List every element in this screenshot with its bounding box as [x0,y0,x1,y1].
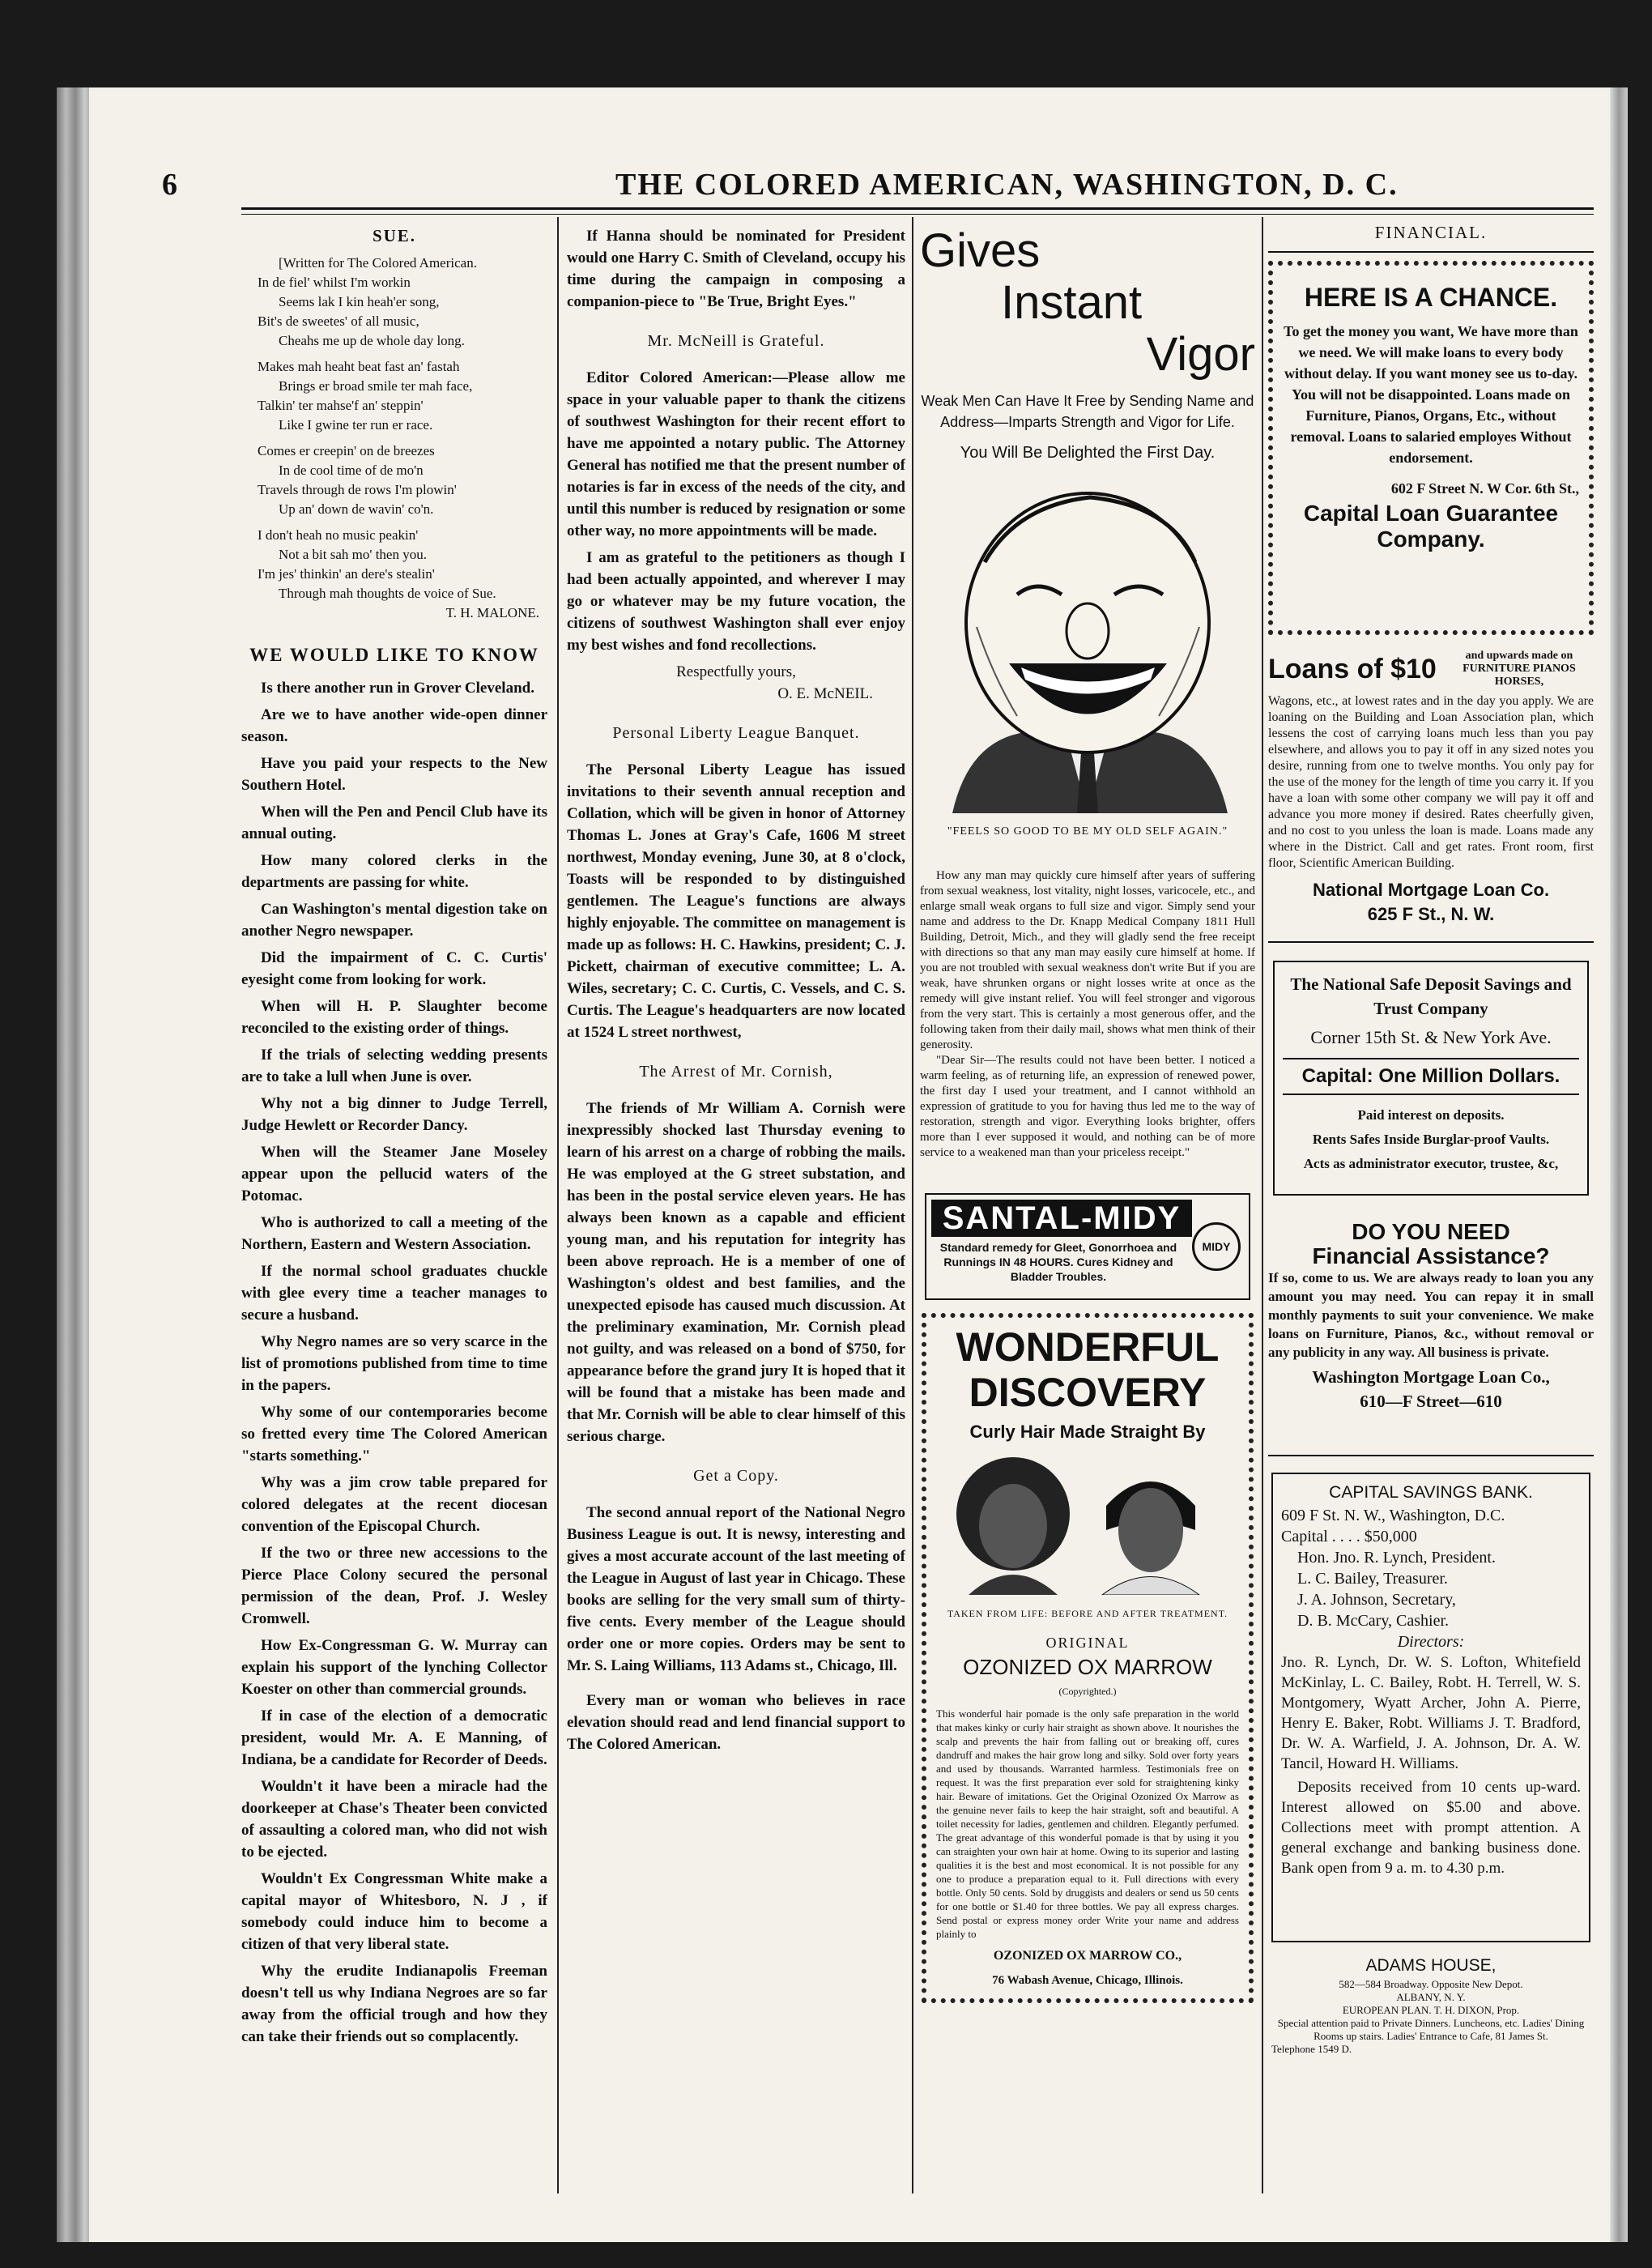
safe-name: The National Safe Deposit Savings and Trust Company [1290,974,1572,1018]
copyright-label: (Copyrighted.) [1058,1686,1117,1697]
bank-title: CAPITAL SAVINGS BANK. [1329,1483,1533,1502]
poem-line: Up an' down de wavin' co'n. [279,501,434,517]
loans-body: Wagons, etc., at lowest rates and in the day you apply. We are loaning on the Building and Loan Association plan, which lessens the cost of carrying loans much less than you pay elsewhere, and allows you to pay it off in any sized notes you desire, running from one to twelve months. You only pay for the use of the money for the length of time you carry it. If you have a loan with some other company we will pay it off and advance you more money if desired. Rates cheerfully given, and no cost to you unless the loan is made. Loans made any where in the District. Call and get rates. Front room, first floor, Scientific American Building. [1268,694,1594,870]
wwltk-item: Are we to have another wide-open dinner season. [241,706,547,745]
bank-officer: D. B. McCary, Cashier. [1297,1612,1450,1630]
copy-heading: Get a Copy. [693,1467,779,1485]
poem-credit: [Written for The Colored American. [279,255,477,271]
wwltk-item: If the normal school graduates chuckle with glee every time a teacher manages to secure a husband. [241,1263,547,1324]
loans-address: 625 F St., N. W. [1367,904,1495,924]
wonder-address: 76 Wabash Avenue, Chicago, Illinois. [992,1974,1183,1987]
wonderful-title: WONDERFUL [956,1324,1220,1370]
vigor-line-1: Gives [920,225,1041,277]
poem [241,254,547,623]
vigor-line-2: Instant [1001,276,1143,329]
bank-officer: L. C. Bailey, Treasurer. [1297,1570,1448,1588]
hanna-item: If Hanna should be nominated for President would one Harry C. Smith of Cleveland, occupy his time during the campaign in composing a companion-piece to "Be True, Bright Eyes." [567,228,905,310]
poem-line: In de cool time of de mo'n [279,463,424,478]
wonder-caption: TAKEN FROM LIFE: BEFORE AND AFTER TREATMENT. [947,1608,1228,1619]
wwltk-item: Why some of our contemporaries become so fretted every time The Colored American "starts something." [241,1404,547,1464]
copy-paragraph: The second annual report of the National Negro Business League is out. It is newsy, interesting and gives a most accurate account of the last meeting of the League in August of last year in Chicago. These books are selling for the very small sum of thirty-five cents. Every member of the League should order one or more copies. Orders may be sent to Mr. S. Laing Williams, 113 Adams st., Chicago, Ill. [567,1504,905,1674]
bank-address: 609 F St. N. W., Washington, D.C. [1281,1507,1505,1524]
wonder-subhead: Curly Hair Made Straight By [969,1422,1206,1442]
need-company: Washington Mortgage Loan Co., [1312,1367,1550,1387]
poem-line: In de fiel' whilst I'm workin [258,275,411,290]
poem-line: I'm jes' thinkin' an dere's stealin' [258,566,435,582]
vigor-letter: "Dear Sir—The results could not have been better. I noticed a warm feeling, as of returning life, an expression of renewed power, the first day I used your treatment, and I cannot withhold an expression of gratitude to you for having thus led me to the way of restoration, strength and vigor. Everything looks brighter, offers more than I ever supposed it would, and nothing can be of more service to a weakened man than your priceless receipt." [920,1054,1255,1159]
poem-line: Cheahs me up de whole day long. [279,333,465,348]
masthead: THE COLORED AMERICAN, WASHINGTON, D. C. [615,168,1399,202]
mcneill-heading: Mr. McNeill is Grateful. [647,332,825,350]
poem-author: T. H. MALONE. [445,605,539,620]
chance-title: HERE IS A CHANCE. [1304,283,1558,312]
before-after-illustration [936,1449,1228,1595]
column-1 [241,225,547,2202]
need-address: 610—F Street—610 [1360,1392,1502,1411]
wwltk-item: If in case of the election of a democratic president, would Mr. A. E Manning, of Indiana, be a candidate for Recorder of Deeds. [241,1707,547,1768]
poem-line: Talkin' ter mahse'f an' steppin' [258,398,424,413]
capital-savings-bank-ad [1271,1473,1590,1942]
wwltk-item: Is there another run in Grover Cleveland. [261,680,534,697]
poem-title: SUE. [372,226,417,245]
vigor-caption: "FEELS SO GOOD TO BE MY OLD SELF AGAIN." [947,825,1228,838]
bank-officer: Hon. Jno. R. Lynch, President. [1297,1549,1496,1567]
capital-loan-ad [1268,261,1594,635]
bank-officer: J. A. Johnson, Secretary, [1297,1591,1456,1609]
wwltk-item: If the two or three new accessions to the Pierce Place Colony secured the personal permission of the dean, Prof. J. Wesley Cromwell. [241,1545,547,1627]
need-body: If so, come to us. We are always ready to loan you any amount you may need. You can repay it in small monthly payments to suit your convenience. We make loans on Furniture, Pianos, &c., without removal or any publicity in any way. All business is private. [1268,1270,1594,1360]
poem-line: Through mah thoughts de voice of Sue. [279,586,496,601]
poem-line: Seems lak I kin heah'er song, [279,294,440,309]
poem-lines [258,273,547,603]
page-number: 6 [162,168,177,202]
wwltk-item: Why the erudite Indianapolis Freeman doesn't tell us why Indiana Negroes are so far away from the official trough and how they can take their friends out so complacently. [241,1963,547,2045]
vigor-line-3: Vigor [1146,328,1255,381]
column-divider [912,217,913,2193]
poem-line: I don't heah no music peakin' [258,527,419,543]
santal-midy-badge: MIDY [1192,1222,1241,1271]
loans-title: Loans of $10 [1268,654,1437,684]
column-3 [920,225,1255,2202]
vigor-delighted: You Will Be Delighted the First Day. [960,444,1216,462]
poem-line: Bit's de sweetes' of all music, [258,313,419,329]
adams-house-ad [1271,1954,1590,2067]
safe-capital: Capital: One Million Dollars. [1283,1058,1579,1095]
safe-location: Corner 15th St. & New York Ave. [1310,1027,1552,1047]
adams-title: ADAMS HOUSE, [1365,1956,1497,1975]
wwltk-list [241,677,547,2048]
discovery-title: DISCOVERY [969,1370,1207,1415]
santal-midy-text: Standard remedy for Gleet, Gonorrhoea and Runnings IN 48 HOURS. Cures Kidney and Bladder Troubles. [939,1241,1177,1283]
chance-company: Capital Loan Guarantee Company. [1303,501,1559,552]
poem-line: Travels through de rows I'm plowin' [258,482,457,497]
adams-line: Special attention paid to Private Dinners. Luncheons, etc. Ladies' Dining Rooms up stairs. Ladies' Entrance to Cafe, 81 James St. [1277,2017,1585,2042]
safe-interest: Paid interest on deposits. [1357,1107,1505,1123]
bank-directors-label: Directors: [1397,1633,1465,1651]
vigor-body: How any man may quickly cure himself after years of suffering from sexual weakness, lost vitality, night losses, varicocele, etc., and enlarge small weak organs to full size and vigor. Simply send your name and address to the Dr. Knapp Medical Company 1811 Hull Building, Detroit, Mich., and they will gladly send the free receipt with directions so that any man may easily cure himself at home. If you are not troubled with sexual weakness don't write But if you are weak, have shrunken organs or night losses write at once as the remedy will give instant relief. You will feel stronger and vigorous from the very start. This is certainly a most generous offer, and the following taken from their daily mail, shows what men think of their generosity. [920,869,1255,1051]
safe-vaults: Rents Safes Inside Burglar-proof Vaults. [1312,1132,1550,1147]
vigor-ad [920,225,1255,1161]
wwltk-item: Did the impairment of C. C. Curtis' eyesight come from looking for work. [241,949,547,988]
poem-line: Like I gwine ter run er race. [279,417,433,433]
masthead-rule-thin [241,214,1594,215]
column-2 [567,225,905,2202]
every-paragraph: Every man or woman who believes in race elevation should read and lend financial support to The Colored American. [567,1692,905,1753]
loans-upwards: and upwards made on FURNITURE PIANOS HORSES, [1463,650,1576,688]
wwltk-item: Wouldn't it have been a miracle had the doorkeeper at Chase's Theater been convicted of assaulting a colored man, who did not wish to be ejected. [241,1778,547,1861]
safe-deposit-ad [1273,961,1589,1196]
bank-deposits: Deposits received from 10 cents up-ward. Interest allowed on $5.00 and above. Collections meet with prompt attention. A general exchange and banking business done. Bank open from 9 a. m. to 4.30 p.m. [1281,1779,1581,1877]
financial-heading: FINANCIAL. [1268,220,1594,253]
ox-marrow-ad [922,1313,1254,2003]
wwltk-item: When will the Steamer Jane Moseley appear upon the pellucid waters of the Potomac. [241,1144,547,1204]
poem-line: Not a bit sah mo' then you. [279,547,427,562]
chance-address: 602 F Street N. W Cor. 6th St., [1390,480,1579,497]
washington-mortgage-ad [1268,1220,1594,1456]
original-label: ORIGINAL [1045,1635,1130,1651]
league-heading: Personal Liberty League Banquet. [612,724,860,742]
wwltk-item: Who is authorized to call a meeting of the Northern, Eastern and Western Association. [241,1214,547,1253]
wwltk-item: Why not a big dinner to Judge Terrell, Judge Hewlett or Recorder Dancy. [241,1095,547,1134]
vigor-subhead: Weak Men Can Have It Free by Sending Name and Address—Imparts Strength and Vigor for Life. [921,393,1254,430]
cornish-paragraph: The friends of Mr William A. Cornish were inexpressibly shocked last Thursday evening to learn of his arrest on a charge of robbing the mails. He was employed at the G street substation, and has been in the postal service eleven years. He has always been known as a capable and efficient young man, and his reputation for integrity has been above reproach. He is a member of one of Washington's oldest and best families, and the unexpected episode has caused much discussion. At the preliminary examination, Mr. Cornish plead not guilty, and was released on a bond of $750, for appearance before the grand jury It is hoped that it will be found that a mistake has been made and that Mr. Cornish will be able to clear himself of this serious charge. [567,1100,905,1445]
wwltk-item: Wouldn't Ex Congressman White make a capital mayor of Whitesboro, N. J , if somebody could induce him to become a citizen of that very liberal state. [241,1870,547,1953]
need-line-2: Financial Assistance? [1312,1243,1550,1268]
wwltk-item: Why Negro names are so very scarce in the list of promotions published from time to time in the papers. [241,1333,547,1394]
poem-line: Comes er creepin' on de breezes [258,443,435,458]
wonder-body: This wonderful hair pomade is the only safe preparation in the world that makes kinky or curly hair straight as shown above. It nourishes the scalp and prevents the hair from falling out or breaking off, cures dandruff and makes the hair grow long and silky. Sold over forty years and used by thousands. Warranted harmless. Testimonials free on request. It was the first preparation ever sold for straightening kinky hair. Beware of imitations. Get the Original Ozonized Ox Marrow as the genuine never fails to keep the hair straight, soft and beautiful. A toilet necessity for ladies, gentlemen and children. Elegantly perfumed. The great advantage of this wonderful pomade is that by using it you can straighten your own hair at home. Owing to its superior and lasting qualities it is the best and most economical. It is not possible for any one to produce a preparation equal to it. Full directions with every bottle. Only 50 cents. Sold by druggists and dealers or send us 50 cents for one bottle or $1.40 for three bottles. We pay all express charges. Send postal or express money order Write your name and address plainly to [936,1707,1239,1940]
wwltk-item: Can Washington's mental digestion take on another Negro newspaper. [241,901,547,940]
national-mortgage-ad [1268,650,1594,943]
need-line-1: DO YOU NEED [1352,1220,1510,1244]
wwltk-item: How many colored clerks in the departments are passing for white. [241,852,547,891]
cornish-heading: The Arrest of Mr. Cornish, [639,1063,833,1081]
mcneill-signature: O. E. McNEIL. [777,685,873,702]
wwltk-item: When will H. P. Slaughter become reconciled to the existing order of things. [241,998,547,1037]
column-divider [557,217,559,2193]
adams-line: Telephone 1549 D. [1271,2043,1352,2055]
laughing-man-illustration [920,473,1255,813]
wwltk-item: How Ex-Congressman G. W. Murray can explain his support of the lynching Collector Koester on other than commercial grounds. [241,1637,547,1698]
wwltk-item: When will the Pen and Pencil Club have its annual outing. [241,804,547,842]
wwltk-item: Have you paid your respects to the New Southern Hotel. [241,755,547,794]
page-edge [1610,87,1628,2242]
column-4 [1268,217,1594,2202]
loans-company: National Mortgage Loan Co. [1312,880,1550,900]
bank-directors: Jno. R. Lynch, Dr. W. S. Lofton, Whitefield McKinlay, L. C. Bailey, Robt. H. Terrell, W. S. Montgomery, Wyatt Archer, John A. Pierre, Henry E. Baker, Robt. Williams J. T. Bradford, Dr. W. A. Warfield, J. A. Johnson, Dr. A. W. Tancil, Howard H. Williams. [1281,1654,1581,1772]
poem-line: Brings er broad smile ter mah face, [279,378,473,394]
wwltk-item: If the trials of selecting wedding presents are to take a lull when June is over. [241,1047,547,1085]
santal-midy-ad [925,1193,1250,1300]
league-paragraph: The Personal Liberty League has issued invitations to their seventh annual reception and Collation, which will be given in honor of Attorney Thomas L. Jones at Gray's Cafe, 1606 M street northwest, Monday evening, June 30, at 8 o'clock, Toasts will be responded to by distinguished gentlemen. The League's functions are always highly enjoyable. The committee on management is made up as follows: H. C. Hawkins, president; C. J. Pickett, chairman of executive committee; L. A. Wiles, secretary; C. C. Curtis, C. Vessels, and C. S. Curtis. The League's headquarters are now located at 1524 L street northwest, [567,761,905,1041]
wwltk-item: Why was a jim crow table prepared for colored delegates at the recent diocesan convention of the Episcopal Church. [241,1474,547,1535]
adams-line: EUROPEAN PLAN. T. H. DIXON, Prop. [1342,2004,1520,2016]
column-divider [1262,217,1263,2193]
santal-midy-title: SANTAL-MIDY [931,1200,1192,1237]
chance-body: To get the money you want, We have more than we need. We will make loans to every body without delay. If you want money see us to-day. You will not be disappointed. Loans made on Furniture, Pianos, Organs, Etc., without removal. Loans to salaried employes Without endorsement. [1284,323,1578,466]
safe-admin: Acts as administrator executor, trustee, &c, [1303,1156,1559,1171]
mcneill-paragraph: I am as grateful to the petitioners as though I had been actually appointed, and wherever I may go or whatever may be my future vocation, the citizens of southwest Washington shall ever enjoy my best wishes and fond recollections. [567,549,905,654]
mcneill-close: Respectfully yours, [676,663,796,680]
masthead-rule [241,207,1594,210]
wonder-company: OZONIZED OX MARROW CO., [993,1949,1182,1963]
ozonized-title: OZONIZED OX MARROW [963,1655,1212,1679]
adams-line: ALBANY, N. Y. [1396,1991,1466,2003]
bank-capital: Capital . . . . $50,000 [1281,1528,1417,1545]
poem-line: Makes mah heaht beat fast an' fastah [258,359,460,374]
wwltk-heading: WE WOULD LIKE TO KNOW [249,645,539,665]
adams-line: 582—584 Broadway. Opposite New Depot. [1339,1978,1523,1990]
mcneill-paragraph: Editor Colored American:—Please allow me space in your valuable paper to thank the citizens of southwest Washington for their recent effort to have me appointed a notary public. The Attorney General has notified me that the present number of notaries is far in excess of the needs of the city, and until this number is reduced by resignation or some other way, no more appointments will be made. [567,369,905,539]
